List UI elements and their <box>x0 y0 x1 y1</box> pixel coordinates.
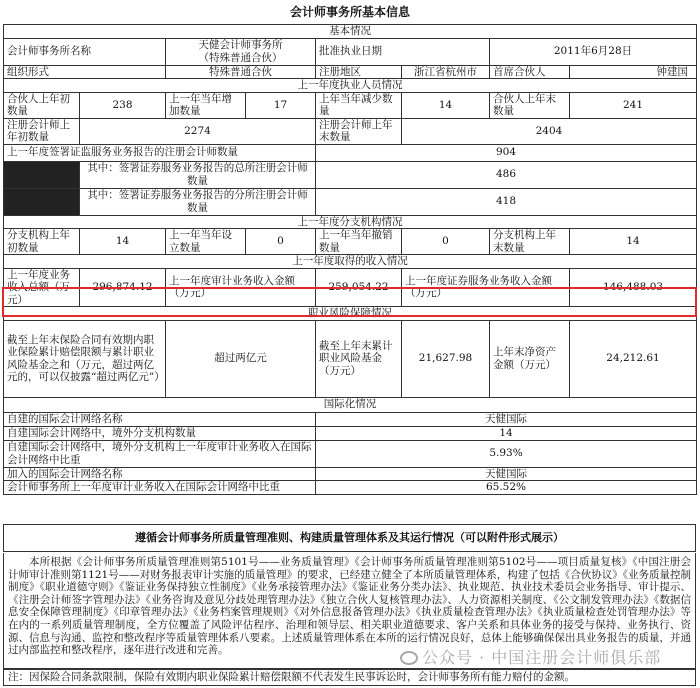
basic-info-table <box>3 24 697 495</box>
total-income-value: 296,874.12 <box>80 268 166 307</box>
joined-network-value: 天健国际 <box>316 467 697 481</box>
quality-section-title: 遵循会计师事务所质量管理准则、构建质量管理体系及其运行情况（可以附件形式展示） <box>3 524 696 552</box>
org-form-value: 特殊普通合伙 <box>166 65 316 79</box>
branch-cancel-value: 0 <box>402 229 490 255</box>
decrease-label: 上年当年减少数量 <box>316 92 402 118</box>
joined-network-label: 加入的国际会计网络名称 <box>4 467 316 481</box>
risk-fund-value: 21,627.98 <box>402 320 490 397</box>
signed-hq-value: 486 <box>316 161 697 188</box>
partner-begin-label: 合伙人上年初数量 <box>4 92 80 118</box>
org-form-label: 组织形式 <box>4 65 166 79</box>
footnote: 注：因保险合同条款限制，保险有效期内职业保险累计赔偿限额不代表发生民事诉讼时，会计师事务所有能力赔付的金额。 <box>3 669 696 686</box>
branch-end-label: 分支机构上年末数量 <box>490 229 570 255</box>
securities-income-value: 146,488.03 <box>570 268 697 307</box>
section-basic: 基本情况 <box>4 25 697 39</box>
approval-date-label: 批准执业日期 <box>316 38 490 65</box>
branch-setup-value: 0 <box>246 229 316 255</box>
signed-branch-label: 其中：签署证券服务业务报告的分所注册会计师数量 <box>80 188 316 215</box>
partner-end-label: 合伙人上年末数量 <box>490 92 570 118</box>
firm-name-label: 会计师事务所名称 <box>4 38 166 65</box>
branch-end-value: 14 <box>570 229 697 255</box>
increase-value: 17 <box>246 92 316 118</box>
overseas-ratio-value: 5.93% <box>316 440 697 467</box>
signed-branch-value: 418 <box>316 188 697 215</box>
indent-cell <box>4 161 80 188</box>
watermark-text: 公众号 · 中国注册会计师俱乐部 <box>422 648 662 667</box>
quality-paragraph: 本所根据《会计师事务所质量管理准则第5101号——业务质量管理》《会计师事务所质量管理准则第5102号——项目质量复核》《中国注册会计师审计准则第1121号——对财务报表审计实施的质量管理》的要求，已经建立健全了本所质量管理体系，构建了包括《合伙协议》《业务质量控制制度》《职业道德守则》《鉴证业务保持独立性制度》《业务承接管理办法》《鉴证业务分类办法》、执业规范、执业技术委员会业务指导、审计提示、《注册会计师签字管理办法》《业务咨询及意见分歧处理管理办法》《独立合伙人复核管理办法》、人力资源相关制度、《公文制发管理办法》《数据信息安全保障管理制度》《印章管理办法》《业务档案管理规则》《对外信息报备管理办法》《执业质量检查管理办法》《执业质量检查处罚管理办法》等在内的一系列质量管理制度，全方位覆盖了风险评估程序、治理和领导层、相关职业道德要求、客户关系和具体业务的接受与保持、业务执行、资源、信息与沟通、监控和整改程序等质量管理体系八要素。上述质量管理体系在本所的运行情况良好，总体上能够确保保出具业务报告的质量，并通过内部监控和整改程序，逐年进行改进和完善。 <box>3 553 696 669</box>
approval-date-value: 2011年6月28日 <box>490 38 697 65</box>
cpa-end-label: 注册会计师上年末数量 <box>316 118 402 144</box>
section-intl: 国际化情况 <box>4 397 697 412</box>
cpa-begin-value: 2274 <box>80 118 316 144</box>
overseas-branch-label: 自建国际会计网络中，境外分支机构数量 <box>4 426 316 440</box>
section-branch: 上一年度分支机构情况 <box>4 215 697 229</box>
increase-label: 上一年当年增加数量 <box>166 92 246 118</box>
risk-fund-label: 截至上年末累计职业风险基金（万元） <box>316 320 402 397</box>
chief-partner-label: 首席合伙人 <box>490 65 570 79</box>
audit-income-label: 上一年度审计业务收入金额（万元） <box>166 268 316 307</box>
section-staff: 上一年度执业人员情况 <box>4 79 697 93</box>
net-assets-label: 上年末净资产金额（万元） <box>490 320 570 397</box>
branch-begin-label: 分支机构上年初数量 <box>4 229 80 255</box>
overseas-ratio-label: 自建国际会计网络中，境外分支机构上一年度审计业务收入在国际会计网络中比重 <box>4 440 316 467</box>
insurance-label: 截至上年末保险合同有效期内职业保险累计赔偿限额与累计职业风险基金之和（万元，超过两亿元的，可以仅披露“超过两亿元”） <box>4 320 166 397</box>
intl-network-label: 自建的国际会计网络名称 <box>4 412 316 426</box>
firm-name-line2: （特殊普通合伙） <box>198 51 283 64</box>
partner-begin-value: 238 <box>80 92 166 118</box>
insurance-value: 超过两亿元 <box>166 320 316 397</box>
intl-network-value: 天健国际 <box>316 412 697 426</box>
overseas-branch-value: 14 <box>316 426 697 440</box>
signed-cpa-value: 904 <box>316 144 697 161</box>
reg-area-label: 注册地区 <box>316 65 402 79</box>
branch-cancel-label: 上一年当年撤销数量 <box>316 229 402 255</box>
section-income: 上一年度取得的收入情况 <box>4 255 697 269</box>
reg-area-value: 浙江省杭州市 <box>402 65 490 79</box>
securities-income-label: 上一年度证券服务业务收入金额（万元） <box>402 268 570 307</box>
branch-setup-label: 上一年当年设立数量 <box>166 229 246 255</box>
firm-name-line1: 天健会计师事务所 <box>198 39 283 51</box>
firm-name-value <box>166 38 316 65</box>
page-title: 会计师事务所基本信息 <box>289 5 410 19</box>
chief-partner-value: 钟建国 <box>570 65 697 79</box>
partner-end-value: 241 <box>570 92 697 118</box>
firm-ratio-label: 会计师事务所上一年度审计业务收入在国际会计网络中比重 <box>4 481 316 495</box>
decrease-value: 14 <box>402 92 490 118</box>
audit-income-value: 259,054.22 <box>316 268 402 307</box>
watermark <box>400 645 661 668</box>
wechat-icon <box>400 651 418 665</box>
cpa-begin-label: 注册会计师上年初数量 <box>4 118 80 144</box>
branch-begin-value: 14 <box>80 229 166 255</box>
total-income-label: 上一年度业务收入总额（万元） <box>4 268 80 307</box>
section-risk: 职业风险保障情况 <box>4 307 697 321</box>
indent-cell <box>4 188 80 215</box>
net-assets-value: 24,212.61 <box>570 320 697 397</box>
firm-ratio-value: 65.52% <box>316 481 697 495</box>
cpa-end-value: 2404 <box>402 118 697 144</box>
signed-cpa-label: 上一年度签署证监服务业务报告的注册会计师数量 <box>4 144 316 161</box>
signed-hq-label: 其中：签署证券服务业务报告的总所注册会计师数量 <box>80 161 316 188</box>
